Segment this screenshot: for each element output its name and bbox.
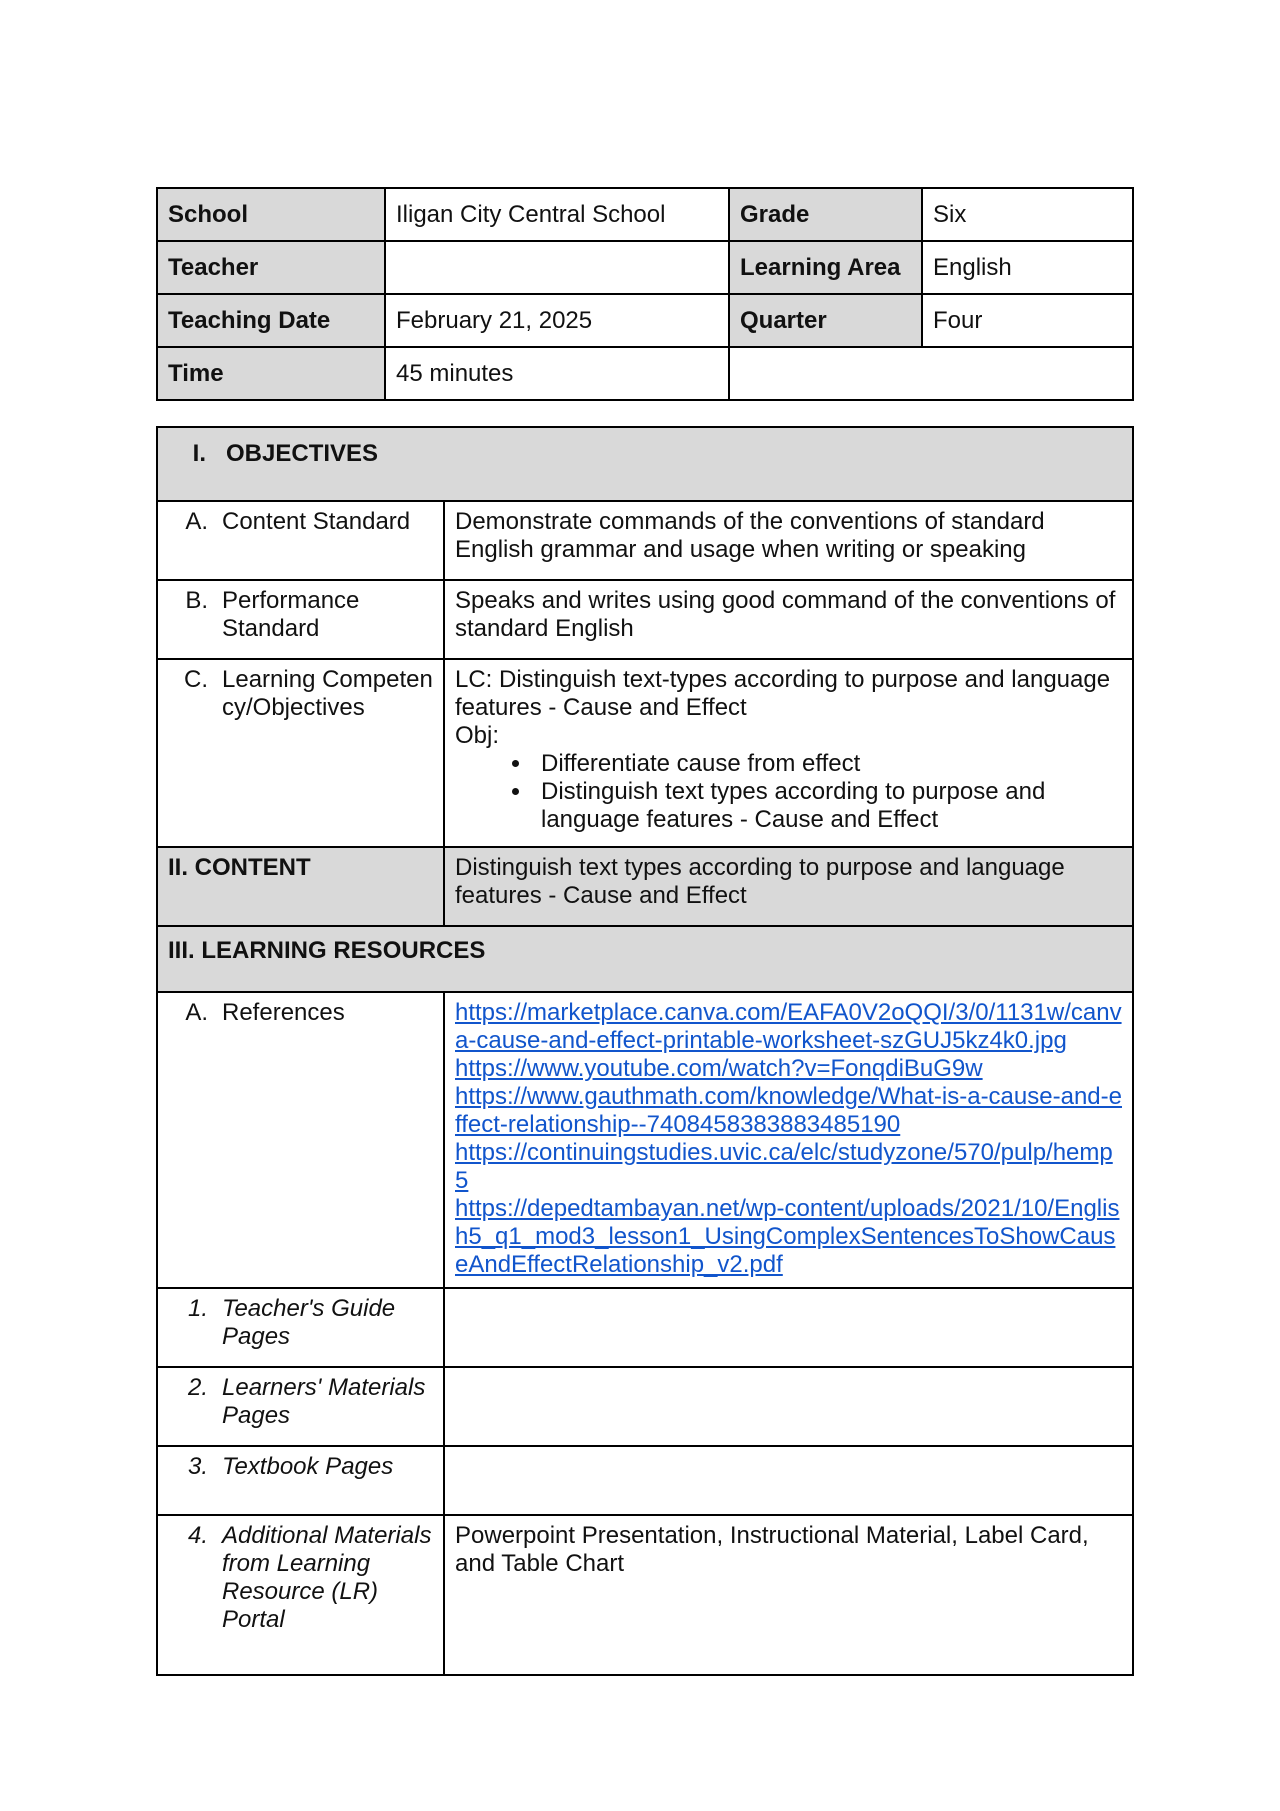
quarter-value: Four	[922, 294, 1133, 347]
marker: 4.	[187, 1522, 208, 1549]
quarter-label: Quarter	[729, 294, 922, 347]
content-standard-value: Demonstrate commands of the conventions of standard English grammar and usage when writing or speaking	[444, 501, 1133, 580]
reference-link[interactable]: https://www.gauthmath.com/knowledge/What-is-a-cause-and-effect-relationship--7408458383883485190	[455, 1083, 1122, 1138]
grade-label: Grade	[729, 188, 922, 241]
teacher-label: Teacher	[157, 241, 385, 294]
reference-link[interactable]: https://marketplace.canva.com/EAFA0V2oQQI/3/0/1131w/canva-cause-and-effect-printable-worksheet-szGUJ5kz4k0.jpg	[455, 999, 1122, 1054]
resource-item-value	[444, 1288, 1133, 1367]
learning-competency-row	[157, 659, 1133, 847]
marker: 1.	[187, 1295, 208, 1322]
school-value: Iligan City Central School	[385, 188, 729, 241]
performance-standard-label-cell	[157, 580, 444, 659]
header-table	[156, 187, 1134, 401]
learning-area-value: English	[922, 241, 1133, 294]
content-standard-label: Content Standard	[222, 508, 411, 535]
performance-standard-value: Speaks and writes using good command of the conventions of standard English	[444, 580, 1133, 659]
resource-item-label-cell	[157, 1515, 444, 1675]
learning-competency-label-cell	[157, 659, 444, 847]
obj-label: Obj:	[455, 722, 500, 749]
marker: 2.	[187, 1374, 208, 1401]
resources-title: III. LEARNING RESOURCES	[157, 926, 1133, 992]
content-row	[157, 847, 1133, 926]
resource-item-label: Additional Materials from Learning Resource (LR) Portal	[222, 1522, 432, 1633]
objectives-num: I.	[192, 440, 206, 467]
marker: B.	[185, 587, 208, 614]
teaching-date-label: Teaching Date	[157, 294, 385, 347]
resource-item-row	[157, 1446, 1133, 1515]
resource-item-label-cell	[157, 1288, 444, 1367]
reference-link[interactable]: https://continuingstudies.uvic.ca/elc/studyzone/570/pulp/hemp5	[455, 1139, 1113, 1194]
resource-item-label: Learners' Materials Pages	[222, 1374, 426, 1429]
references-links-cell	[444, 992, 1133, 1288]
resource-item-value: Powerpoint Presentation, Instructional Material, Label Card, and Table Chart	[444, 1515, 1133, 1675]
marker: A.	[185, 508, 208, 535]
content-standard-label-cell	[157, 501, 444, 580]
content-title: II. CONTENT	[157, 847, 444, 926]
content-standard-row	[157, 501, 1133, 580]
teacher-value	[385, 241, 729, 294]
references-label-cell	[157, 992, 444, 1288]
objective-item: • Distinguish text types according to purpose and language features - Cause and Effect	[533, 778, 1122, 834]
objectives-heading	[157, 427, 1133, 501]
header-row-teacher	[157, 241, 1133, 294]
reference-link[interactable]: https://depedtambayan.net/wp-content/uploads/2021/10/English5_q1_mod3_lesson1_UsingComplexSentencesToShowCauseAndEffectRelationship_v2.pdf	[455, 1195, 1120, 1278]
learning-competency-label: Learning Competency/Objectives	[222, 666, 433, 721]
resource-item-row	[157, 1288, 1133, 1367]
resource-item-row	[157, 1515, 1133, 1675]
marker: A.	[185, 999, 208, 1026]
lesson-plan-table	[156, 426, 1134, 1676]
resource-item-label: Teacher's Guide Pages	[222, 1295, 396, 1350]
resource-item-value	[444, 1446, 1133, 1515]
empty-cell	[729, 347, 1133, 400]
objectives-title: OBJECTIVES	[226, 440, 379, 467]
objectives-header-row	[157, 427, 1133, 501]
header-row-date	[157, 294, 1133, 347]
performance-standard-label: Performance Standard	[222, 587, 360, 642]
resource-item-label-cell	[157, 1367, 444, 1446]
lc-text: LC: Distinguish text-types according to purpose and language features - Cause and Effect	[455, 666, 1111, 721]
school-label: School	[157, 188, 385, 241]
resource-item-row	[157, 1367, 1133, 1446]
header-row-school	[157, 188, 1133, 241]
resource-item-label-cell	[157, 1446, 444, 1515]
resource-item-label: Textbook Pages	[222, 1453, 394, 1480]
teaching-date-value: February 21, 2025	[385, 294, 729, 347]
grade-value: Six	[922, 188, 1133, 241]
marker: C.	[184, 666, 208, 693]
resources-header-row	[157, 926, 1133, 992]
references-label: References	[222, 999, 345, 1026]
reference-link[interactable]: https://www.youtube.com/watch?v=FonqdiBuG9w	[455, 1055, 983, 1082]
time-label: Time	[157, 347, 385, 400]
objective-item: • Differentiate cause from effect	[533, 750, 1122, 778]
resource-item-value	[444, 1367, 1133, 1446]
header-row-time	[157, 347, 1133, 400]
marker: 3.	[187, 1453, 208, 1480]
performance-standard-row	[157, 580, 1133, 659]
references-row	[157, 992, 1133, 1288]
time-value: 45 minutes	[385, 347, 729, 400]
objective-list	[455, 750, 1122, 834]
learning-competency-value-cell	[444, 659, 1133, 847]
content-value: Distinguish text types according to purpose and language features - Cause and Effect	[444, 847, 1133, 926]
learning-area-label: Learning Area	[729, 241, 922, 294]
